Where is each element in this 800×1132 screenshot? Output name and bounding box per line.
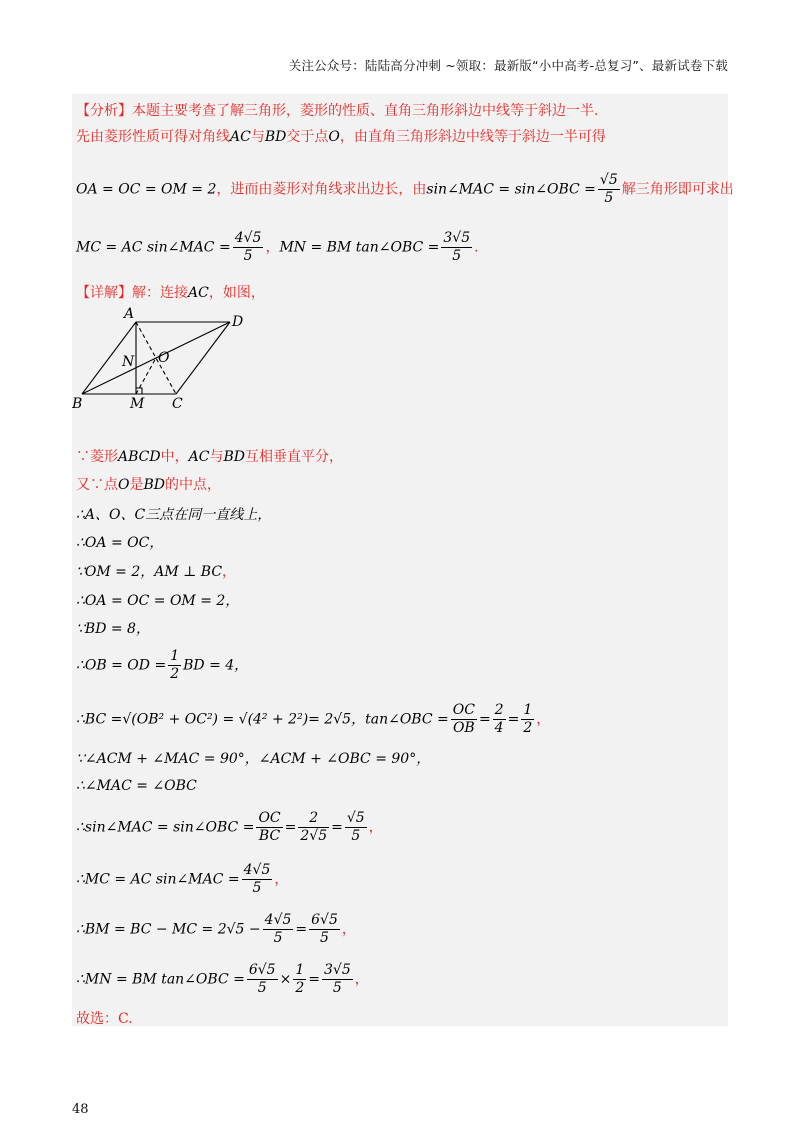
analysis-tag: 【分析】 xyxy=(76,103,132,119)
step-3: ∴A、O、C三点在同一直线上， xyxy=(76,507,272,523)
fraction: $\frac{6√5}{5}$ xyxy=(248,962,276,996)
bc-root: √(OB² + OC²) = √(4² + 2²) xyxy=(122,711,309,728)
detail-tag: 【详解】 xyxy=(76,285,132,301)
step-6: ∴OA = OC = OM = 2， xyxy=(76,593,240,609)
fraction: $\frac{4√5}{5}$ xyxy=(264,912,292,946)
fraction: $\frac{1}{2}$ xyxy=(523,702,533,736)
step-9: ∴BC =√(OB² + OC²) = √(4² + 2²)= 2√5，tan∠OBC = $\frac{OC}{OB}$ = $\frac{2}{4}$ = $\frac{1}{2}$ ， xyxy=(76,702,551,736)
fraction: $\frac{2}{4}$ xyxy=(494,702,504,736)
step-10: ∵∠ACM + ∠MAC = 90°，∠ACM + ∠OBC = 90°， xyxy=(76,751,431,767)
label-B: B xyxy=(72,396,83,412)
analysis-line-4: MC = AC sin∠MAC = $\frac{4√5}{5}$ ，MN = BM tan∠OBC = $\frac{3√5}{5}$ . xyxy=(76,230,479,264)
fraction: $\frac{OC}{BC}$ xyxy=(258,810,281,844)
step-15: ∴MN = BM tan∠OBC = $\frac{6√5}{5}$ × $\frac{1}{2}$ = $\frac{3√5}{5}$ ， xyxy=(76,962,369,996)
step-12: ∴sin∠MAC = sin∠OBC = $\frac{OC}{BC}$ = $\frac{2}{2√5}$ = $\frac{√5}{5}$ ， xyxy=(76,810,383,844)
label-D: D xyxy=(232,314,244,330)
step-2: 又∵点O是BD的中点， xyxy=(76,477,221,493)
solution-panel xyxy=(72,94,734,1027)
label-C: C xyxy=(172,396,183,412)
step-11: ∴∠MAC = ∠OBC xyxy=(76,778,197,794)
label-M: M xyxy=(130,396,145,412)
step-14: ∴BM = BC − MC = 2√5 − $\frac{4√5}{5}$ = $\frac{6√5}{5}$ ， xyxy=(76,912,356,946)
side-DC xyxy=(176,322,230,394)
step-5: ∵OM = 2，AM ⊥ BC， xyxy=(76,564,237,580)
fraction: $\frac{1}{2}$ xyxy=(295,962,305,996)
label-O: O xyxy=(158,350,170,366)
fraction: $\frac{4√5}{5}$ xyxy=(234,230,262,264)
analysis-line-1: 【分析】本题主要考查了解三角形，菱形的性质、直角三角形斜边中线等于斜边一半. xyxy=(76,103,599,119)
fraction: $\frac{4√5}{5}$ xyxy=(243,862,271,896)
fraction: $\frac{1}{2}$ xyxy=(170,648,180,682)
label-A: A xyxy=(124,306,135,322)
step-8: ∴OB = OD = $\frac{1}{2}$ BD = 4， xyxy=(76,648,249,682)
fraction: $\frac{3√5}{5}$ xyxy=(443,230,471,264)
fraction: $\frac{√5}{5}$ xyxy=(599,172,618,206)
analysis-line-3: OA = OC = OM = 2，进而由菱形对角线求出边长，由sin∠MAC = sin∠OBC = $\frac{√5}{5}$ 解三角形即可求出 xyxy=(76,172,734,206)
rhombus-figure xyxy=(72,304,272,414)
fraction: $\frac{√5}{5}$ xyxy=(346,810,365,844)
page-number: 48 xyxy=(72,1102,89,1117)
step-4: ∴OA = OC， xyxy=(76,535,164,551)
step-13: ∴MC = AC sin∠MAC = $\frac{4√5}{5}$ ， xyxy=(76,862,289,896)
label-N: N xyxy=(122,354,135,370)
answer-line: 故选：C. xyxy=(76,1011,133,1027)
step-7: ∵BD = 8， xyxy=(76,621,150,637)
fraction: $\frac{OC}{OB}$ xyxy=(452,702,475,736)
fraction: $\frac{2}{2√5}$ xyxy=(300,810,328,844)
diagonal-BD xyxy=(82,322,230,394)
analysis-line-2: 先由菱形性质可得对角线AC与BD交于点O，由直角三角形斜边中线等于斜边一半可得 xyxy=(76,129,606,145)
detail-intro: 【详解】解：连接AC，如图， xyxy=(76,285,265,301)
step-1: ∵菱形ABCD中，AC与BD互相垂直平分， xyxy=(76,449,343,465)
fraction: $\frac{6√5}{5}$ xyxy=(311,912,338,946)
page-header: 关注公众号：陆陆高分冲刺 ~领取：最新版“小中高考-总复习”、最新试卷下载 xyxy=(288,58,728,73)
fraction: $\frac{3√5}{5}$ xyxy=(323,962,351,996)
